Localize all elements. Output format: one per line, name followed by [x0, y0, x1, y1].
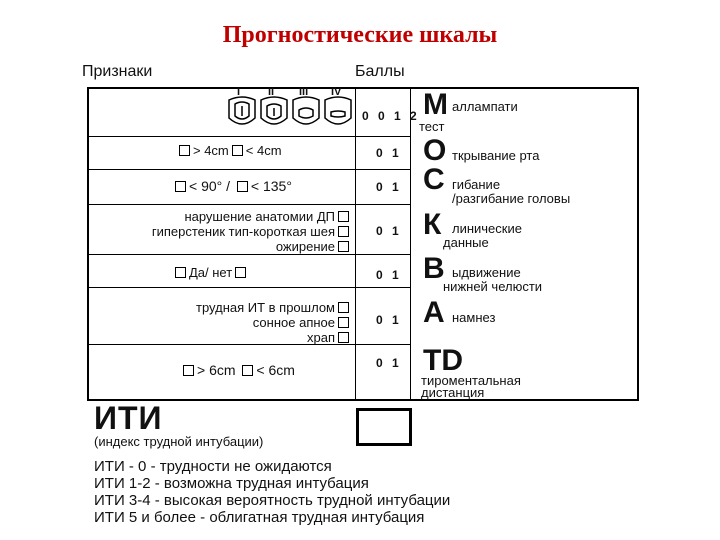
checkbox	[242, 365, 253, 376]
mallampati-class-1-label: I	[237, 86, 241, 98]
points-anamnesis: 0 1	[376, 313, 402, 327]
mouth-class-4-icon	[325, 97, 351, 124]
desc-mallampati-1: аллампати	[452, 99, 518, 114]
letter-m: М	[423, 88, 448, 121]
sign-neck-flexion: < 90° / < 135°	[172, 178, 292, 194]
table-row	[89, 255, 410, 288]
desc-clinical-data-1: линические	[452, 221, 522, 236]
desc-anamnesis: намнез	[452, 310, 496, 325]
points-mallampati: 0 0 1 2	[362, 109, 420, 123]
desc-mouth-opening: ткрывание рта	[452, 148, 540, 163]
checkbox	[338, 241, 349, 252]
checkbox	[232, 145, 243, 156]
points-jaw-protrusion: 0 1	[376, 268, 402, 282]
desc-neck-flexion-1: гибание	[452, 177, 501, 192]
points-mouth-opening: 0 1	[376, 146, 402, 160]
iti-scale-line-3: ИТИ 3-4 - высокая вероятность трудной интубации	[94, 492, 451, 509]
letter-s: С	[423, 163, 445, 196]
mouth-class-3-icon	[293, 97, 319, 124]
letter-td: TD	[423, 344, 463, 377]
checkbox	[338, 332, 349, 343]
mallampati-class-2-label: II	[268, 86, 275, 98]
iti-score-box	[356, 408, 412, 446]
iti-scale-line-1: ИТИ - 0 - трудности не ожидаются	[94, 458, 332, 475]
sign-anamnesis: трудная ИТ в прошлом сонное апное храп	[96, 300, 352, 345]
iti-scale-line-2: ИТИ 1-2 - возможна трудная интубация	[94, 475, 369, 492]
mallampati-class-4-label: IV	[331, 86, 342, 98]
desc-clinical-data-2: данные	[443, 235, 489, 250]
checkbox	[338, 302, 349, 313]
desc-jaw-protrusion-1: ыдвижение	[452, 265, 521, 280]
desc-neck-flexion-2: /разгибание головы	[452, 191, 571, 206]
checkbox	[235, 267, 246, 278]
sign-thyromental: > 6cm < 6cm	[180, 362, 295, 378]
column-divider	[410, 87, 411, 401]
signs-header: Признаки	[82, 63, 153, 80]
page-title: Прогностические шкалы	[222, 22, 498, 48]
letter-o: О	[423, 134, 447, 167]
checkbox	[338, 317, 349, 328]
sign-jaw-protrusion: Да/ нет	[172, 265, 249, 280]
checkbox	[338, 226, 349, 237]
mouth-class-2-icon	[261, 97, 287, 124]
checkbox	[237, 181, 248, 192]
desc-jaw-protrusion-2: нижней челюсти	[443, 279, 543, 294]
desc-thyromental-2: дистанция	[421, 385, 485, 400]
checkbox	[338, 211, 349, 222]
iti-title: ИТИ	[94, 400, 163, 436]
desc-mallampati-2: тест	[419, 119, 445, 134]
letter-a: А	[423, 296, 445, 329]
desc-thyromental-1: тироментальная	[421, 373, 521, 388]
sign-clinical-data: нарушение анатомии ДП гиперстеник тип-короткая шея ожирение	[96, 209, 352, 254]
checkbox	[179, 145, 190, 156]
mouth-class-1-icon	[229, 97, 255, 124]
letter-v: В	[423, 252, 445, 285]
points-clinical-data: 0 1	[376, 224, 402, 238]
checkbox	[175, 181, 186, 192]
points-header: Баллы	[355, 63, 405, 80]
letter-k: К	[423, 208, 442, 241]
checkbox	[183, 365, 194, 376]
checkbox	[175, 267, 186, 278]
iti-scale-line-4: ИТИ 5 и более - облигатная трудная интубация	[94, 509, 425, 526]
sign-mouth-opening: > 4cm < 4cm	[176, 143, 282, 158]
iti-subtitle: (индекс трудной интубации)	[94, 434, 264, 449]
mallampati-class-3-label: III	[299, 86, 309, 98]
points-thyromental: 0 1	[376, 356, 402, 370]
points-neck-flexion: 0 1	[376, 180, 402, 194]
